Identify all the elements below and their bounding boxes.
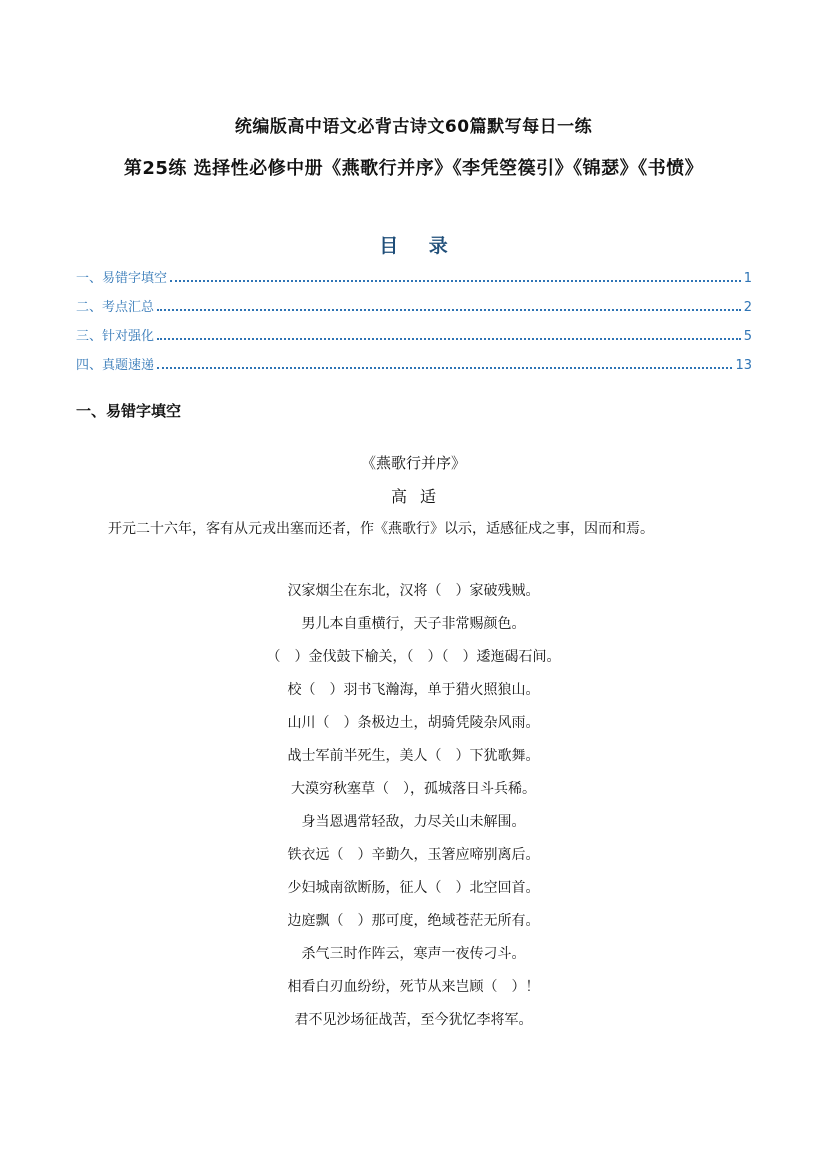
toc-leader-dots — [157, 338, 741, 340]
exercise-subtitle: 第25练 选择性必修中册《燕歌行并序》《李凭箜篌引》《锦瑟》《书愤》 — [123, 158, 704, 179]
toc-item-label: 一、易错字填空 — [76, 271, 168, 286]
toc-leader-dots — [170, 280, 741, 282]
poem-preface: 开元二十六年，客有从元戎出塞而还者，作《燕歌行》以示，适感征戍之事，因而和焉。 — [108, 521, 654, 537]
toc-item[interactable] — [76, 295, 752, 315]
toc-item-label: 二、考点汇总 — [76, 300, 155, 315]
poem-line: 边庭飘（ ）那可度，绝域苍茫无所有。 — [287, 913, 540, 929]
poem-line: 身当恩遇常轻敌，力尽关山未解围。 — [301, 814, 526, 830]
toc-item[interactable] — [76, 353, 752, 373]
poem-line: 大漠穷秋塞草（ ），孤城落日斗兵稀。 — [291, 781, 536, 797]
poem-line: 铁衣远（ ）辛勤久，玉箸应啼别离后。 — [287, 847, 540, 863]
poem-line: 相看白刃血纷纷，死节从来岂顾（ ）！ — [287, 979, 540, 995]
section-heading: 一、易错字填空 — [76, 402, 182, 420]
toc-item-page: 2 — [743, 300, 752, 315]
toc-item-page: 1 — [743, 271, 752, 286]
poem-line: 男儿本自重横行，天子非常赐颜色。 — [301, 616, 526, 632]
document-title: 统编版高中语文必背古诗文60篇默写每日一练 — [234, 117, 593, 137]
toc-item-page: 13 — [735, 358, 752, 373]
toc-heading: 目 录 — [379, 235, 460, 257]
poem-line: 少妇城南欲断肠，征人（ ）北空回首。 — [287, 880, 540, 896]
poem-line: 战士军前半死生，美人（ ）下犹歌舞。 — [287, 748, 540, 764]
toc-item[interactable] — [76, 324, 752, 344]
poem-line: 君不见沙场征战苦，至今犹忆李将军。 — [294, 1012, 533, 1028]
poem-line: 山川（ ）条极边土，胡骑凭陵杂风雨。 — [287, 715, 540, 731]
poem-author: 高 适 — [390, 487, 441, 506]
poem-line: 校（ ）羽书飞瀚海，单于猎火照狼山。 — [287, 682, 540, 698]
toc-leader-dots — [157, 367, 732, 369]
toc-leader-dots — [157, 309, 741, 311]
toc-item-label: 四、真题速递 — [76, 358, 155, 373]
poem-title: 《燕歌行并序》 — [360, 454, 466, 472]
toc-item-page: 5 — [743, 329, 752, 344]
toc-item[interactable] — [76, 266, 752, 286]
poem-line: 杀气三时作阵云，寒声一夜传刁斗。 — [301, 946, 526, 962]
poem-line: 汉家烟尘在东北，汉将（ ）家破残贼。 — [287, 583, 540, 599]
poem-line: （ ）金伐鼓下榆关，（ ）（ ）逶迤碣石间。 — [266, 649, 561, 665]
poem-lines — [0, 578, 827, 1040]
toc-item-label: 三、针对强化 — [76, 329, 155, 344]
